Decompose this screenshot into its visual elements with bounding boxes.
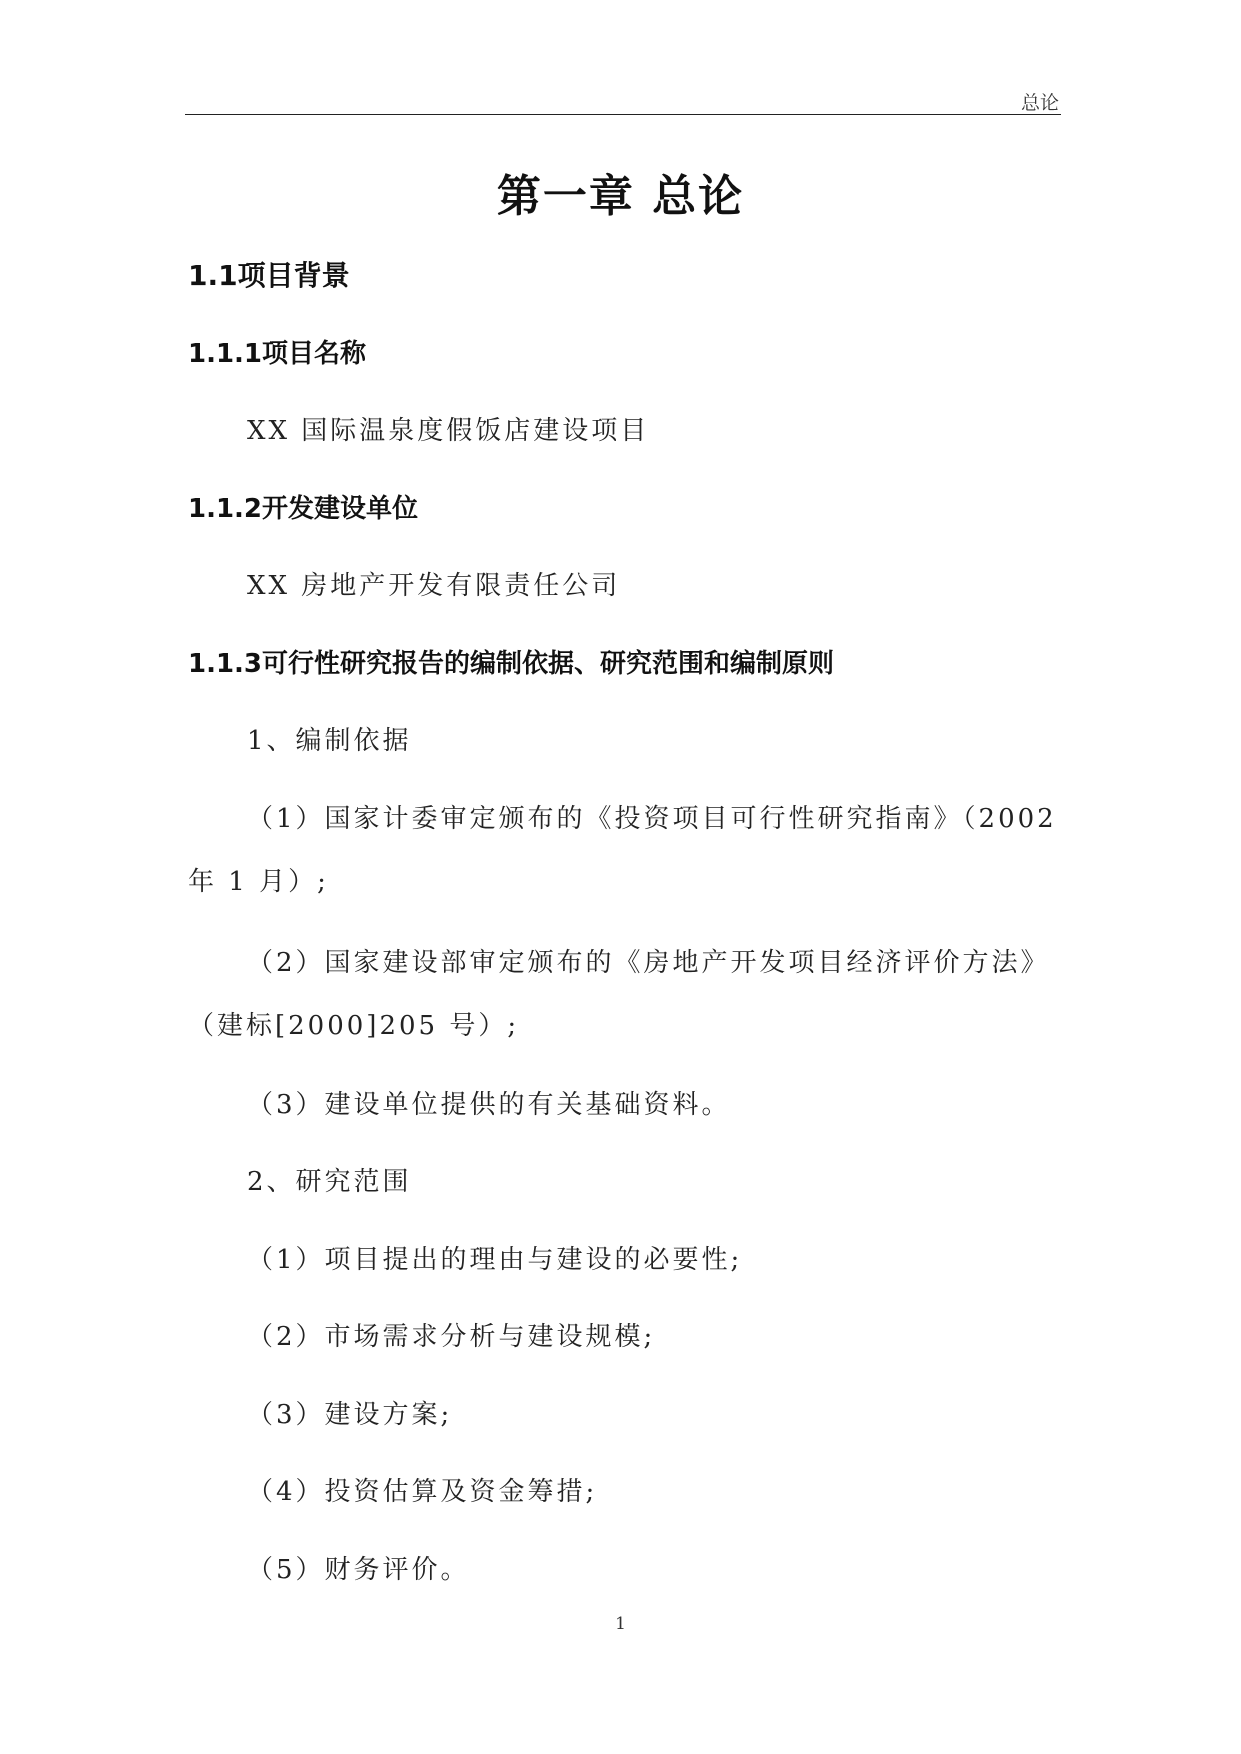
running-header-title: 总论 xyxy=(1020,92,1059,114)
section-heading-1-1-1: 1.1.1项目名称 xyxy=(188,339,367,369)
basis-item-3: （3）建设单位提供的有关基础资料。 xyxy=(247,1090,731,1120)
running-header xyxy=(185,86,1061,115)
project-name-text: XX 国际温泉度假饭店建设项目 xyxy=(247,416,650,446)
developer-text: XX 房地产开发有限责任公司 xyxy=(247,571,621,601)
scope-item-1: （1）项目提出的理由与建设的必要性; xyxy=(247,1245,743,1275)
scope-heading: 2、研究范围 xyxy=(247,1167,412,1197)
scope-item-2: （2）市场需求分析与建设规模; xyxy=(247,1322,656,1352)
basis-item-2-line-1: （2）国家建设部审定颁布的《房地产开发项目经济评价方法》 xyxy=(247,948,1050,978)
chapter-title: 第一章 总论 xyxy=(496,171,745,222)
scope-item-4: （4）投资估算及资金筹措; xyxy=(247,1477,598,1507)
basis-heading: 1、编制依据 xyxy=(247,726,412,756)
section-heading-1-1: 1.1项目背景 xyxy=(188,259,350,292)
basis-item-1-line-1: （1）国家计委审定颁布的《投资项目可行性研究指南》（2002 xyxy=(247,804,1057,834)
page-number: 1 xyxy=(615,1614,626,1634)
basis-item-2-line-2: （建标[2000]205 号）; xyxy=(188,1011,520,1041)
scope-item-3: （3）建设方案; xyxy=(247,1400,453,1430)
section-heading-1-1-2: 1.1.2开发建设单位 xyxy=(188,494,419,524)
scope-item-5: （5）财务评价。 xyxy=(247,1555,470,1585)
section-heading-1-1-3: 1.1.3可行性研究报告的编制依据、研究范围和编制原则 xyxy=(188,649,835,679)
basis-item-1-line-2: 年 1 月）; xyxy=(188,867,329,897)
